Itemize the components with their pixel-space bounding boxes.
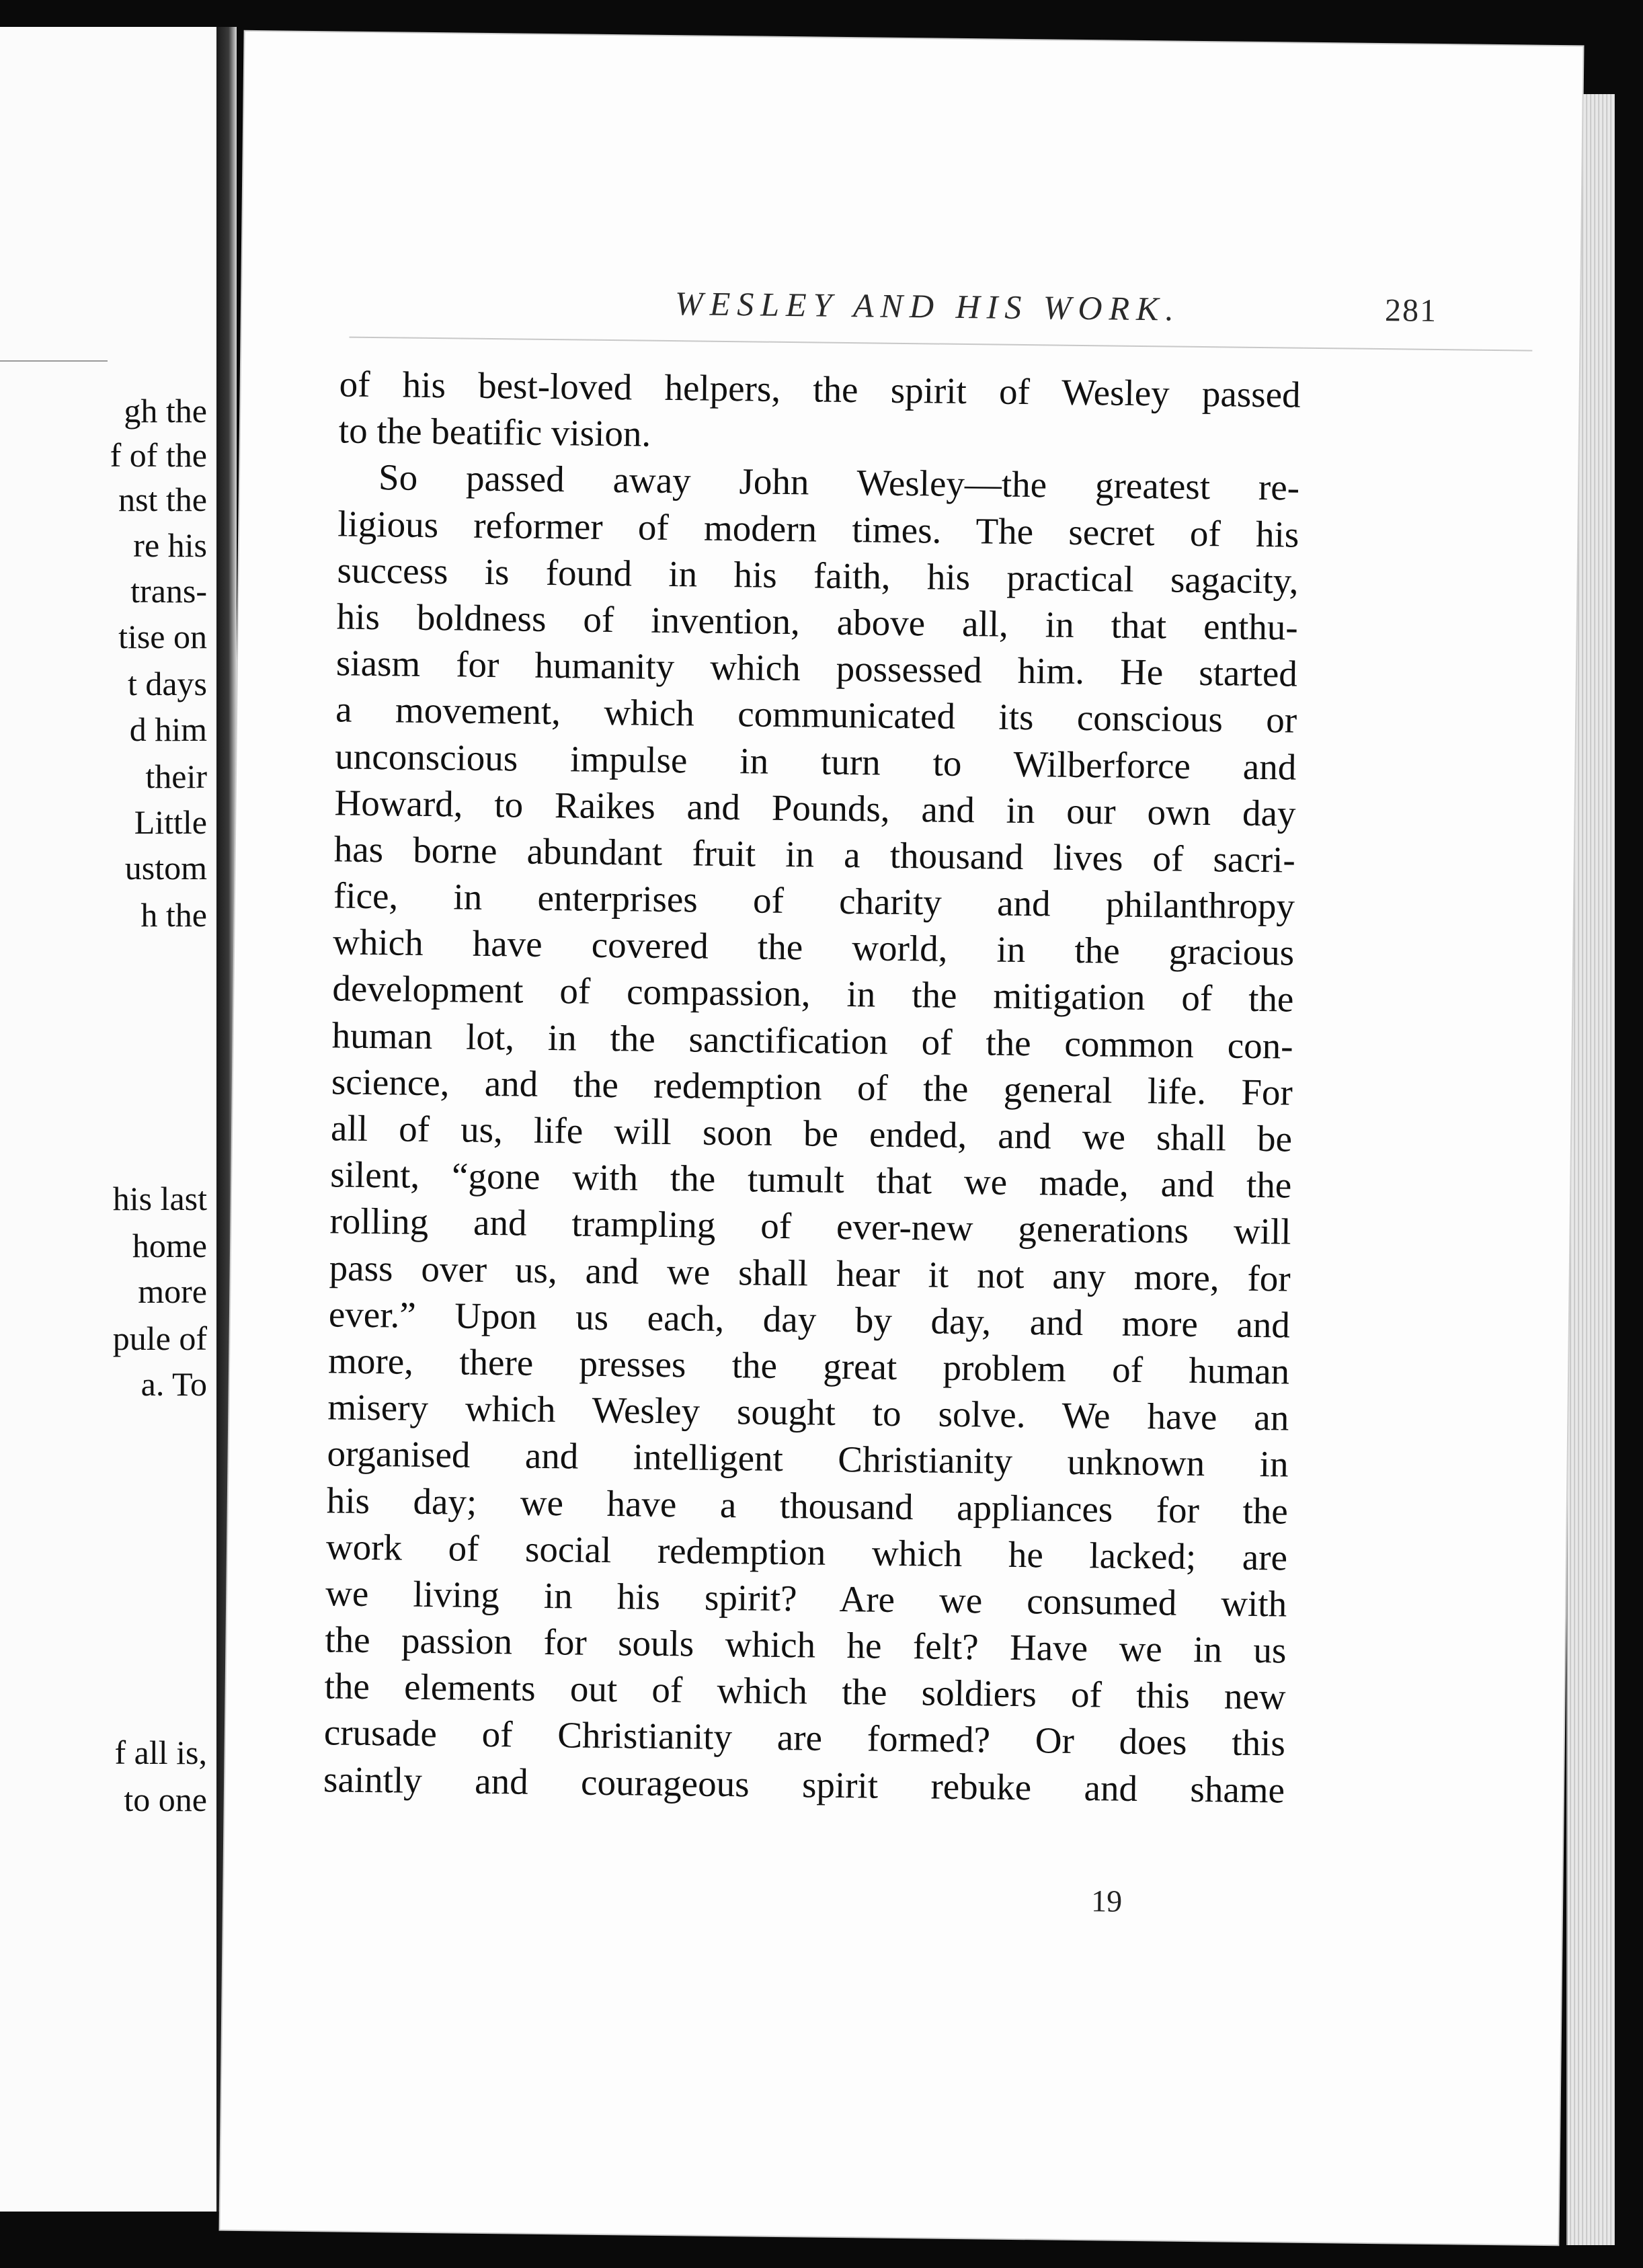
running-head: WESLEY AND HIS WORK. xyxy=(674,284,1181,328)
text-line: his day; we have a thousand appliances for the xyxy=(326,1479,1289,1532)
text-line: fice, in enterprises of charity and philanthropy xyxy=(333,875,1295,927)
text-line: we living in his spirit? Are we consumed with xyxy=(325,1572,1287,1625)
text-line: the elements out of which the soldiers of this new xyxy=(324,1665,1286,1717)
text-line: ligious reformer of modern times. The secret of his xyxy=(337,502,1299,555)
text-line: silent, “gone with the tumult that we made, and the xyxy=(329,1153,1292,1206)
text-line: all of us, life will soon be ended, and we shall be xyxy=(330,1107,1293,1160)
text-line: So passed away John Wesley—the greatest re- xyxy=(378,456,1300,509)
left-page-line: f all is, xyxy=(114,1734,207,1771)
text-line: Howard, to Raikes and Pounds, and in our own day xyxy=(334,782,1296,834)
left-page-line: re his xyxy=(133,526,207,564)
signature-mark: 19 xyxy=(1090,1884,1123,1918)
left-page-rule xyxy=(0,360,108,362)
left-page-line: d him xyxy=(129,711,207,748)
right-page xyxy=(221,32,1583,2244)
text-line: siasm for humanity which possessed him. He started xyxy=(335,642,1298,694)
left-page-line: t days xyxy=(127,665,207,702)
text-line: saintly and courageous spirit rebuke and shame xyxy=(323,1758,1285,1811)
text-line: has borne abundant fruit in a thousand lives of sacri- xyxy=(333,828,1296,881)
text-line: a movement, which communicated its conscious or xyxy=(335,688,1297,741)
text-line: success is found in his faith, his practical sagacity, xyxy=(337,549,1299,602)
body-text xyxy=(323,360,1301,1813)
left-page-line: trans- xyxy=(130,572,207,610)
header-rule xyxy=(349,337,1532,352)
text-line: to the beatific vision. xyxy=(338,409,651,454)
text-line: development of compassion, in the mitigation of the xyxy=(332,967,1294,1020)
text-line: misery which Wesley sought to solve. We have an xyxy=(327,1386,1289,1439)
left-page-line: f of the xyxy=(110,436,207,474)
text-line: science, and the redemption of the general life. For xyxy=(331,1061,1293,1113)
left-page-line: his last xyxy=(112,1180,207,1217)
left-page-fragment xyxy=(0,27,219,2212)
text-line: human lot, in the sanctification of the common con- xyxy=(331,1014,1293,1067)
left-page-line: nst the xyxy=(118,481,207,518)
text-line: organised and intelligent Christianity unknown in xyxy=(327,1432,1289,1485)
left-page-line: tise on xyxy=(118,618,207,655)
left-page-line: ustom xyxy=(124,849,207,887)
text-line: the passion for souls which he felt? Have we in us xyxy=(325,1619,1287,1671)
left-page-line: to one xyxy=(124,1781,207,1818)
text-line: ever.” Upon us each, day by day, and more and xyxy=(328,1293,1291,1346)
text-line: his boldness of invention, above all, in that enthu- xyxy=(336,596,1299,648)
left-page-line: more xyxy=(138,1272,207,1310)
left-page-line: pule of xyxy=(112,1320,207,1357)
text-line: unconscious impulse in turn to Wilberforce and xyxy=(335,735,1297,788)
left-page-line: Little xyxy=(134,803,207,841)
left-page-line: home xyxy=(132,1227,207,1264)
left-page-line: gh the xyxy=(124,392,207,430)
text-line: work of social redemption which he lacked; are xyxy=(325,1526,1288,1578)
text-line: which have covered the world, in the gracious xyxy=(332,921,1295,973)
text-line: crusade of Christianity are formed? Or does this xyxy=(323,1711,1286,1764)
text-line: rolling and trampling of ever-new generations will xyxy=(329,1200,1291,1252)
left-page-line: their xyxy=(145,758,207,795)
text-line: of his best-loved helpers, the spirit of Wesley passed xyxy=(339,363,1301,415)
left-page-line: h the xyxy=(141,896,207,934)
text-line: pass over us, and we shall hear it not any more, for xyxy=(329,1246,1291,1299)
left-page-line: a. To xyxy=(141,1365,207,1403)
text-line: more, there presses the great problem of human xyxy=(327,1340,1290,1392)
page-number: 281 xyxy=(1384,292,1438,329)
